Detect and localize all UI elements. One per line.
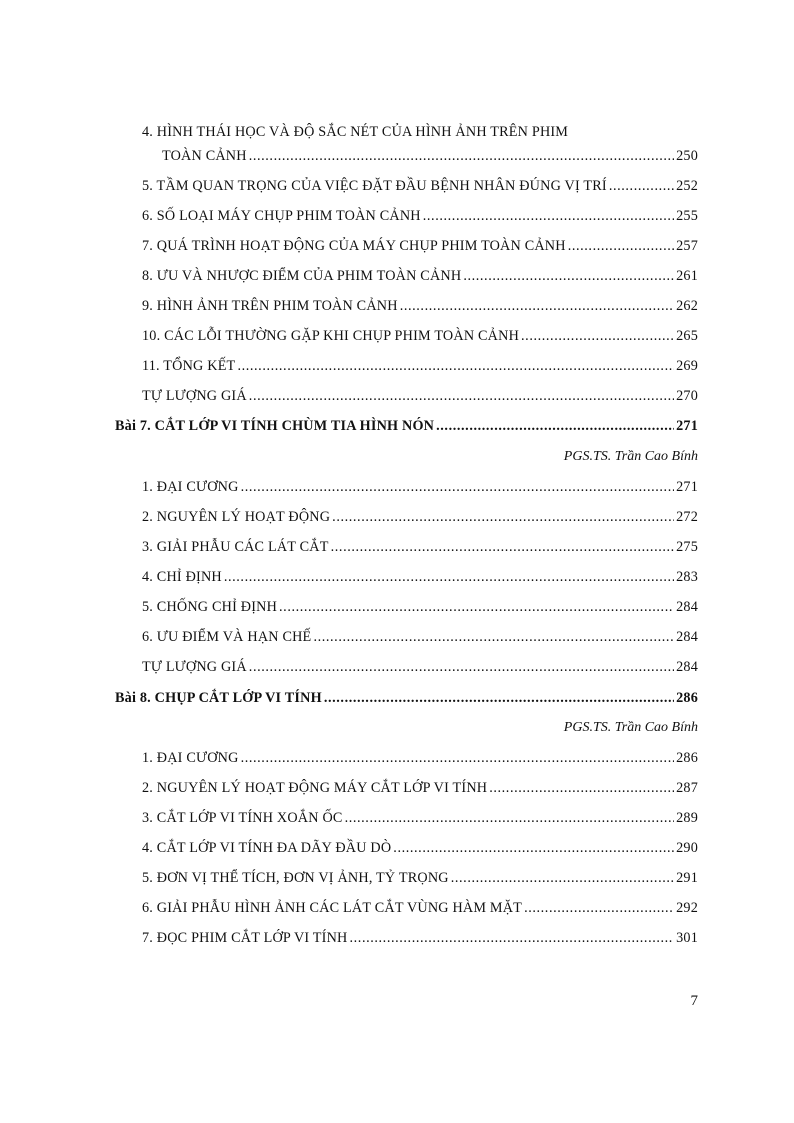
toc-entry-title: 2. NGUYÊN LÝ HOẠT ĐỘNG MÁY CẮT LỚP VI TÍNH [142, 780, 488, 796]
dot-leader [451, 869, 674, 887]
toc-entry [142, 267, 698, 285]
toc-entry-title: 6. ƯU ĐIỂM VÀ HẠN CHẾ [142, 629, 312, 645]
toc-page-number: 284 [676, 599, 698, 615]
dot-leader [224, 568, 674, 586]
toc-page-number: 287 [676, 780, 698, 796]
dot-leader [568, 237, 674, 255]
toc-entry [142, 327, 698, 345]
toc-page-number: 250 [676, 148, 698, 164]
toc-entry-title: TỰ LƯỢNG GIÁ [142, 659, 247, 675]
toc-entry [142, 207, 698, 225]
toc-page-number: 261 [676, 268, 698, 284]
toc-page-number: 269 [676, 358, 698, 374]
dot-leader [332, 508, 674, 526]
dot-leader [237, 357, 674, 375]
toc-page-number: 284 [676, 629, 698, 645]
toc-entry [142, 508, 698, 526]
toc-page-number: 283 [676, 569, 698, 585]
toc-page-number: 291 [676, 870, 698, 886]
toc-entry [142, 297, 698, 315]
toc-entry-title: 3. CẮT LỚP VI TÍNH XOẮN ỐC [142, 810, 343, 826]
toc-entry-title: 5. TẦM QUAN TRỌNG CỦA VIỆC ĐẶT ĐẦU BỆNH NHÂN ĐÚNG VỊ TRÍ [142, 178, 607, 194]
toc-entry [142, 869, 698, 887]
toc-page-number: 252 [676, 178, 698, 194]
toc-entry-title: 6. GIẢI PHẪU HÌNH ẢNH CÁC LÁT CẮT VÙNG HÀM MẶT [142, 900, 523, 916]
toc-entry-title: 4. CẮT LỚP VI TÍNH ĐA DÃY ĐẦU DÒ [142, 840, 392, 856]
dot-leader [324, 689, 674, 707]
toc-entry-title: 7. ĐỌC PHIM CẮT LỚP VI TÍNH [142, 930, 348, 946]
toc-entry [142, 538, 698, 556]
toc-entry [142, 899, 698, 917]
dot-leader [249, 387, 674, 405]
toc-entry [142, 568, 698, 586]
toc-entry-title: 10. CÁC LỖI THƯỜNG GẶP KHI CHỤP PHIM TOÀN CẢNH [142, 328, 520, 344]
toc-chapter-title: Bài 8. CHỤP CẮT LỚP VI TÍNH [115, 690, 322, 706]
dot-leader [350, 929, 675, 947]
toc-entry [142, 478, 698, 496]
toc-page-number: 271 [676, 479, 698, 495]
toc-entry [142, 598, 698, 616]
toc-page-number: 289 [676, 810, 698, 826]
toc-entry-title: 1. ĐẠI CƯƠNG [142, 479, 239, 495]
toc-entry [142, 237, 698, 255]
toc-page-number: 262 [676, 298, 698, 314]
dot-leader [249, 147, 674, 165]
toc-page-number: 290 [676, 840, 698, 856]
toc-page-number: 301 [676, 930, 698, 946]
toc-page-number: 286 [676, 750, 698, 766]
toc-entry-title-line1: 4. HÌNH THÁI HỌC VÀ ĐỘ SẮC NÉT CỦA HÌNH ẢNH TRÊN PHIM [142, 124, 569, 140]
dot-leader [423, 207, 674, 225]
dot-leader [279, 598, 674, 616]
dot-leader [609, 177, 674, 195]
toc-entry [142, 749, 698, 767]
toc-page-number: 272 [676, 509, 698, 525]
toc-entry-title: 2. NGUYÊN LÝ HOẠT ĐỘNG [142, 509, 331, 525]
dot-leader [345, 809, 675, 827]
toc-entry-title: 7. QUÁ TRÌNH HOẠT ĐỘNG CỦA MÁY CHỤP PHIM TOÀN CẢNH [142, 238, 566, 254]
dot-leader [463, 267, 674, 285]
toc-page-number: 275 [676, 539, 698, 555]
toc-page-number: 255 [676, 208, 698, 224]
toc-entry-title: TOÀN CẢNH [162, 148, 247, 164]
dot-leader [436, 417, 674, 435]
toc-page-number: 271 [676, 418, 698, 434]
toc-entry-title: 6. SỐ LOẠI MÁY CHỤP PHIM TOÀN CẢNH [142, 208, 421, 224]
dot-leader [521, 327, 674, 345]
toc-page-number: 286 [676, 690, 698, 706]
chapter-author: PGS.TS. Trần Cao Bính [563, 720, 698, 735]
toc-entry [142, 658, 698, 676]
dot-leader [241, 478, 675, 496]
toc-page-number: 284 [676, 659, 698, 675]
toc-chapter-title: Bài 7. CẮT LỚP VI TÍNH CHÙM TIA HÌNH NÓN [115, 418, 435, 434]
toc-page-number: 292 [676, 900, 698, 916]
toc-entry-title: 9. HÌNH ẢNH TRÊN PHIM TOÀN CẢNH [142, 298, 398, 314]
toc-chapter-entry [115, 417, 698, 435]
toc-page-number: 265 [676, 328, 698, 344]
toc-entry [142, 809, 698, 827]
dot-leader [331, 538, 674, 556]
page-number: 7 [690, 993, 698, 1009]
toc-entry [142, 357, 698, 375]
toc-entry [162, 147, 698, 165]
dot-leader [489, 779, 674, 797]
toc-entry-title: 5. ĐƠN VỊ THỂ TÍCH, ĐƠN VỊ ẢNH, TỶ TRỌNG [142, 870, 449, 886]
toc-entry-title: TỰ LƯỢNG GIÁ [142, 388, 247, 404]
toc-page-number: 270 [676, 388, 698, 404]
toc-entry-title: 8. ƯU VÀ NHƯỢC ĐIỂM CỦA PHIM TOÀN CẢNH [142, 268, 462, 284]
toc-entry [142, 839, 698, 857]
dot-leader [393, 839, 674, 857]
toc-entry-title: 3. GIẢI PHẪU CÁC LÁT CẮT [142, 539, 329, 555]
dot-leader [249, 658, 674, 676]
dot-leader [241, 749, 675, 767]
dot-leader [313, 628, 674, 646]
toc-entry [142, 177, 698, 195]
chapter-author: PGS.TS. Trần Cao Bính [563, 449, 698, 464]
toc-entry [142, 929, 698, 947]
dot-leader [524, 899, 674, 917]
toc-entry [142, 779, 698, 797]
dot-leader [400, 297, 674, 315]
toc-chapter-entry [115, 689, 698, 707]
toc-entry [142, 387, 698, 405]
toc-entry-title: 4. CHỈ ĐỊNH [142, 569, 222, 585]
toc-page-number: 257 [676, 238, 698, 254]
toc-entry-title: 5. CHỐNG CHỈ ĐỊNH [142, 599, 278, 615]
toc-entry-title: 11. TỔNG KẾT [142, 358, 236, 374]
toc-entry [142, 628, 698, 646]
toc-entry-title: 1. ĐẠI CƯƠNG [142, 750, 239, 766]
